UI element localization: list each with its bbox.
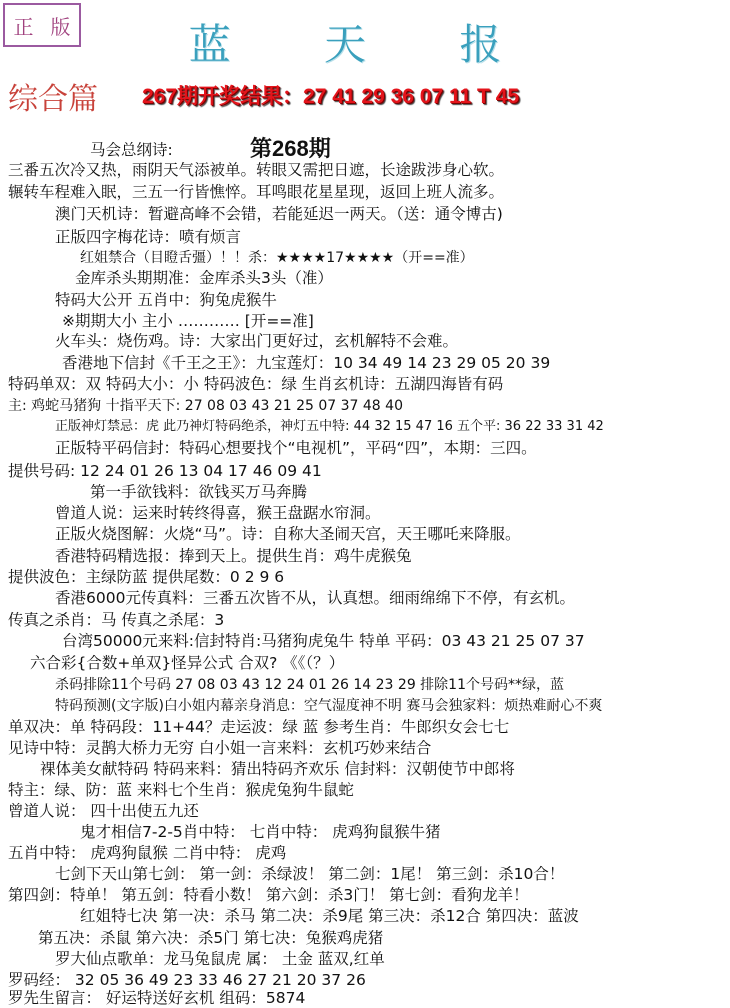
issue-number: 第268期: [250, 136, 331, 161]
text-line: 第四剑：特单！ 第五剑：特看小数！ 第六剑：杀3门！ 第七剑：看狗龙羊！: [8, 886, 529, 904]
stamp-char-2: 版: [50, 14, 71, 39]
text-line: 三番五次冷又热，雨阴天气添被单。转眼又需把日遮，长途跋涉身心软。: [8, 161, 505, 179]
text-line: 正版四字梅花诗：喷有烦言: [55, 228, 242, 246]
text-line: 澳门天机诗：暂避高峰不会错，若能延迟一两天。（送：通令博古): [55, 205, 503, 223]
text-line: 单双决：单 特码段：11+44？走运波：绿 蓝 参考生肖：牛郎织女会七七: [8, 718, 510, 736]
text-line: 香港6000元传真料：三番五次皆不从，认真想。细雨绵绵下不停，有玄机。: [55, 589, 575, 607]
text-line: 红姐特七决 第一决：杀马 第二决：杀9尾 第三决：杀12合 第四决：蓝波: [80, 907, 579, 925]
text-line: 罗大仙点歌单：龙马兔鼠虎 属： 土金 蓝双,红单: [55, 950, 385, 968]
text-line: 香港特码精选报：捧到天上。提供生肖：鸡牛虎猴兔: [55, 547, 412, 565]
text-line: 第一手欲钱料：欲钱买万马奔腾: [90, 483, 308, 501]
text-line: 七剑下天山第七剑： 第一剑：杀绿波！ 第二剑：1尾！ 第三剑：杀10合！: [55, 865, 565, 883]
text-line: 辗转车程难入眠，三五一行皆憔悴。耳鸣眼花星星现，返回上班人流多。: [8, 183, 505, 201]
newspaper-title: 蓝 天 报: [188, 20, 542, 69]
text-line: 见诗中特：灵鹊大桥力无穷 白小姐一言来料：玄机巧妙来结合: [8, 739, 432, 757]
text-line: 台湾50000元来料:信封特肖:马猪狗虎兔牛 特单 平码：03 43 21 25 07 37: [62, 632, 585, 650]
text-line: 特码单双：双 特码大小：小 特码波色：绿 生肖玄机诗：五湖四海皆有码: [8, 375, 504, 393]
text-line: 五肖中特： 虎鸡狗鼠猴 二肖中特： 虎鸡: [8, 844, 287, 862]
text-line: 主: 鸡蛇马猪狗 十指平天下: 27 08 03 43 21 25 07 37 48 40: [8, 398, 403, 414]
text-line: 正版特平码信封：特码心想要找个“电视机”，平码“四”，本期：三四。: [55, 439, 537, 457]
text-line: 裸体美女献特码 特码来料：猜出特码齐欢乐 信封料：汉朝使节中郎将: [40, 760, 515, 778]
text-line: 正版神灯禁忌：虎 此乃神灯特码绝杀，神灯五中特: 44 32 15 47 16 五个平: 36 22 33 31 42: [55, 419, 604, 434]
text-line: 特码大公开 五肖中：狗兔虎猴牛: [55, 291, 277, 309]
text-line: 金库杀头期期准：金库杀头3头（准）: [75, 269, 333, 287]
text-line: 六合彩{合数+单双}怪异公式 合双? 《《（？）: [30, 654, 345, 672]
text-line: 曾道人说： 四十出使五九还: [8, 802, 199, 820]
text-line: 马会总纲诗:: [90, 141, 173, 159]
text-line: 火车头：烧伤鸡。诗：大家出门更好过，玄机解特不会难。: [55, 332, 459, 350]
text-line: 第五决：杀鼠 第六决：杀5门 第七决：兔猴鸡虎猪: [38, 929, 384, 947]
text-line: 传真之杀肖：马 传真之杀尾：3: [8, 611, 225, 629]
text-line: 红姐禁合（目瞪舌彊）！！杀：★★★★17★★★★（开==准）: [80, 250, 474, 266]
text-line: 特码预测(文字版)白小姐内幕亲身消息：空气湿度神不明 赛马会独家料：烦热难耐心不爽: [55, 698, 603, 714]
section-heading: 综合篇: [8, 82, 98, 117]
previous-draw-result: 267期开奖结果：27 41 29 36 07 11 T 45: [142, 85, 520, 108]
text-line: 提供号码: 12 24 01 26 13 04 17 46 09 41: [8, 462, 322, 480]
text-line: ※期期大小 主小 ………… [开==准]: [62, 312, 314, 330]
stamp-char-1: 正: [13, 14, 34, 39]
text-line: 特主：绿、防：蓝 来料七个生肖：猴虎兔狗牛鼠蛇: [8, 781, 354, 799]
text-line: 正版火烧图解：火烧“马”。诗：自称大圣闹天宫，天王哪吒来降服。: [55, 525, 521, 543]
text-line: 香港地下信封《千王之王》：九宝莲灯：10 34 49 14 23 29 05 20 39: [62, 354, 551, 372]
text-line: 杀码排除11个号码 27 08 03 43 12 24 01 26 14 23 29 排除11个号码**绿，蓝: [55, 677, 564, 693]
text-line: 曾道人说：运来时转终得喜，猴王盘踞水帘洞。: [55, 504, 381, 522]
text-line: 提供波色：主绿防蓝 提供尾数：0 2 9 6: [8, 568, 285, 586]
text-line: 鬼才相信7-2-5肖中特： 七肖中特： 虎鸡狗鼠猴牛猪: [80, 823, 441, 841]
text-line: 罗先生留言： 好运特送好玄机 组码：5874: [8, 989, 306, 1007]
text-line: 罗码经： 32 05 36 49 23 33 46 27 21 20 37 26: [8, 971, 366, 989]
